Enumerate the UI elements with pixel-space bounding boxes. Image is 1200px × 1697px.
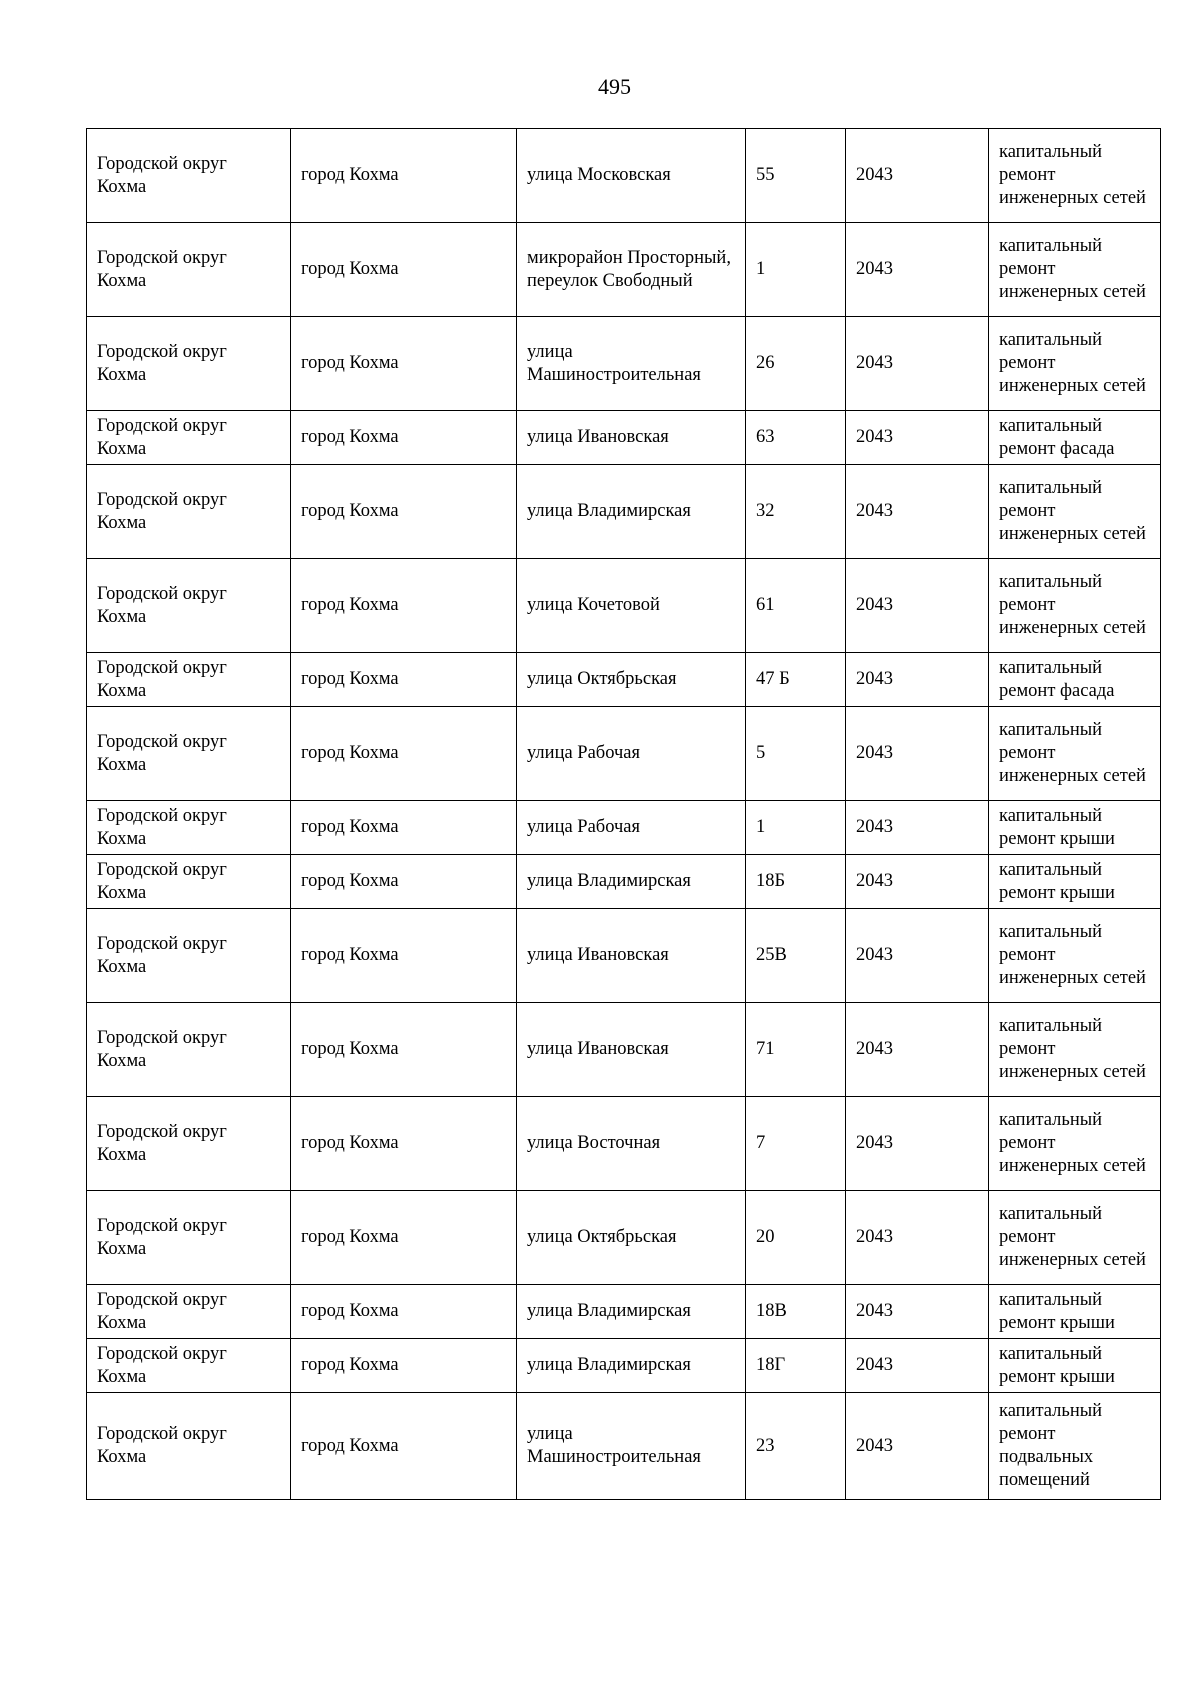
settlement-cell: город Кохма bbox=[291, 223, 517, 317]
municipality-cell: Городской округ Кохма bbox=[87, 465, 291, 559]
settlement-cell: город Кохма bbox=[291, 1191, 517, 1285]
street-cell: улица Рабочая bbox=[517, 801, 746, 855]
street-cell: улица Ивановская bbox=[517, 909, 746, 1003]
year-cell: 2043 bbox=[846, 1285, 989, 1339]
municipality-cell: Городской округ Кохма bbox=[87, 1285, 291, 1339]
settlement-cell: город Кохма bbox=[291, 707, 517, 801]
municipality-cell: Городской округ Кохма bbox=[87, 707, 291, 801]
street-cell: микрорайон Просторный, переулок Свободный bbox=[517, 223, 746, 317]
work-type-cell: капитальный ремонт инженерных сетей bbox=[989, 559, 1161, 653]
municipality-cell: Городской округ Кохма bbox=[87, 1097, 291, 1191]
settlement-cell: город Кохма bbox=[291, 1097, 517, 1191]
house-number-cell: 32 bbox=[746, 465, 846, 559]
table-row bbox=[87, 1339, 1161, 1393]
work-type-cell: капитальный ремонт крыши bbox=[989, 855, 1161, 909]
table-row bbox=[87, 653, 1161, 707]
page-number: 495 bbox=[598, 74, 631, 99]
street-cell: улица Рабочая bbox=[517, 707, 746, 801]
settlement-cell: город Кохма bbox=[291, 559, 517, 653]
table-row bbox=[87, 855, 1161, 909]
table-row bbox=[87, 559, 1161, 653]
municipality-cell: Городской округ Кохма bbox=[87, 1003, 291, 1097]
settlement-cell: город Кохма bbox=[291, 1285, 517, 1339]
work-type-cell: капитальный ремонт крыши bbox=[989, 1285, 1161, 1339]
street-cell: улица Ивановская bbox=[517, 411, 746, 465]
municipality-cell: Городской округ Кохма bbox=[87, 317, 291, 411]
year-cell: 2043 bbox=[846, 1191, 989, 1285]
work-type-cell: капитальный ремонт инженерных сетей bbox=[989, 1003, 1161, 1097]
table-row bbox=[87, 317, 1161, 411]
work-type-cell: капитальный ремонт инженерных сетей bbox=[989, 707, 1161, 801]
work-type-cell: капитальный ремонт инженерных сетей bbox=[989, 465, 1161, 559]
house-number-cell: 1 bbox=[746, 223, 846, 317]
work-type-cell: капитальный ремонт инженерных сетей bbox=[989, 1097, 1161, 1191]
municipality-cell: Городской округ Кохма bbox=[87, 1393, 291, 1500]
year-cell: 2043 bbox=[846, 855, 989, 909]
year-cell: 2043 bbox=[846, 1393, 989, 1500]
house-number-cell: 7 bbox=[746, 1097, 846, 1191]
street-cell: улица Владимирская bbox=[517, 855, 746, 909]
year-cell: 2043 bbox=[846, 465, 989, 559]
house-number-cell: 63 bbox=[746, 411, 846, 465]
street-cell: улица Октябрьская bbox=[517, 1191, 746, 1285]
house-number-cell: 18Б bbox=[746, 855, 846, 909]
table-row bbox=[87, 129, 1161, 223]
settlement-cell: город Кохма bbox=[291, 801, 517, 855]
municipality-cell: Городской округ Кохма bbox=[87, 653, 291, 707]
housing-repair-table bbox=[86, 128, 1161, 1500]
house-number-cell: 18В bbox=[746, 1285, 846, 1339]
municipality-cell: Городской округ Кохма bbox=[87, 129, 291, 223]
work-type-cell: капитальный ремонт инженерных сетей bbox=[989, 909, 1161, 1003]
year-cell: 2043 bbox=[846, 707, 989, 801]
municipality-cell: Городской округ Кохма bbox=[87, 1191, 291, 1285]
year-cell: 2043 bbox=[846, 559, 989, 653]
street-cell: улица Ивановская bbox=[517, 1003, 746, 1097]
house-number-cell: 71 bbox=[746, 1003, 846, 1097]
year-cell: 2043 bbox=[846, 1339, 989, 1393]
street-cell: улица Октябрьская bbox=[517, 653, 746, 707]
work-type-cell: капитальный ремонт инженерных сетей bbox=[989, 1191, 1161, 1285]
settlement-cell: город Кохма bbox=[291, 855, 517, 909]
year-cell: 2043 bbox=[846, 801, 989, 855]
street-cell: улица Восточная bbox=[517, 1097, 746, 1191]
house-number-cell: 1 bbox=[746, 801, 846, 855]
street-cell: улица Машиностроительная bbox=[517, 1393, 746, 1500]
year-cell: 2043 bbox=[846, 411, 989, 465]
street-cell: улица Владимирская bbox=[517, 1339, 746, 1393]
settlement-cell: город Кохма bbox=[291, 909, 517, 1003]
settlement-cell: город Кохма bbox=[291, 317, 517, 411]
house-number-cell: 23 bbox=[746, 1393, 846, 1500]
work-type-cell: капитальный ремонт крыши bbox=[989, 1339, 1161, 1393]
street-cell: улица Владимирская bbox=[517, 1285, 746, 1339]
table-row bbox=[87, 1097, 1161, 1191]
year-cell: 2043 bbox=[846, 909, 989, 1003]
street-cell: улица Кочетовой bbox=[517, 559, 746, 653]
table-row bbox=[87, 223, 1161, 317]
municipality-cell: Городской округ Кохма bbox=[87, 855, 291, 909]
street-cell: улица Машиностроительная bbox=[517, 317, 746, 411]
work-type-cell: капитальный ремонт инженерных сетей bbox=[989, 317, 1161, 411]
work-type-cell: капитальный ремонт фасада bbox=[989, 653, 1161, 707]
house-number-cell: 20 bbox=[746, 1191, 846, 1285]
municipality-cell: Городской округ Кохма bbox=[87, 411, 291, 465]
year-cell: 2043 bbox=[846, 653, 989, 707]
house-number-cell: 18Г bbox=[746, 1339, 846, 1393]
house-number-cell: 5 bbox=[746, 707, 846, 801]
municipality-cell: Городской округ Кохма bbox=[87, 909, 291, 1003]
year-cell: 2043 bbox=[846, 1097, 989, 1191]
table-row bbox=[87, 801, 1161, 855]
house-number-cell: 25В bbox=[746, 909, 846, 1003]
settlement-cell: город Кохма bbox=[291, 1393, 517, 1500]
table-row bbox=[87, 1285, 1161, 1339]
settlement-cell: город Кохма bbox=[291, 1003, 517, 1097]
table-row bbox=[87, 909, 1161, 1003]
table-row bbox=[87, 1191, 1161, 1285]
work-type-cell: капитальный ремонт инженерных сетей bbox=[989, 223, 1161, 317]
table-row bbox=[87, 1003, 1161, 1097]
work-type-cell: капитальный ремонт крыши bbox=[989, 801, 1161, 855]
work-type-cell: капитальный ремонт фасада bbox=[989, 411, 1161, 465]
year-cell: 2043 bbox=[846, 1003, 989, 1097]
work-type-cell: капитальный ремонт подвальных помещений bbox=[989, 1393, 1161, 1500]
street-cell: улица Московская bbox=[517, 129, 746, 223]
house-number-cell: 61 bbox=[746, 559, 846, 653]
house-number-cell: 26 bbox=[746, 317, 846, 411]
year-cell: 2043 bbox=[846, 317, 989, 411]
street-cell: улица Владимирская bbox=[517, 465, 746, 559]
year-cell: 2043 bbox=[846, 129, 989, 223]
municipality-cell: Городской округ Кохма bbox=[87, 223, 291, 317]
table-row bbox=[87, 707, 1161, 801]
settlement-cell: город Кохма bbox=[291, 411, 517, 465]
settlement-cell: город Кохма bbox=[291, 465, 517, 559]
table-row bbox=[87, 1393, 1161, 1500]
municipality-cell: Городской округ Кохма bbox=[87, 801, 291, 855]
house-number-cell: 55 bbox=[746, 129, 846, 223]
settlement-cell: город Кохма bbox=[291, 129, 517, 223]
year-cell: 2043 bbox=[846, 223, 989, 317]
work-type-cell: капитальный ремонт инженерных сетей bbox=[989, 129, 1161, 223]
municipality-cell: Городской округ Кохма bbox=[87, 1339, 291, 1393]
table-row bbox=[87, 465, 1161, 559]
municipality-cell: Городской округ Кохма bbox=[87, 559, 291, 653]
house-number-cell: 47 Б bbox=[746, 653, 846, 707]
settlement-cell: город Кохма bbox=[291, 653, 517, 707]
table-row bbox=[87, 411, 1161, 465]
settlement-cell: город Кохма bbox=[291, 1339, 517, 1393]
